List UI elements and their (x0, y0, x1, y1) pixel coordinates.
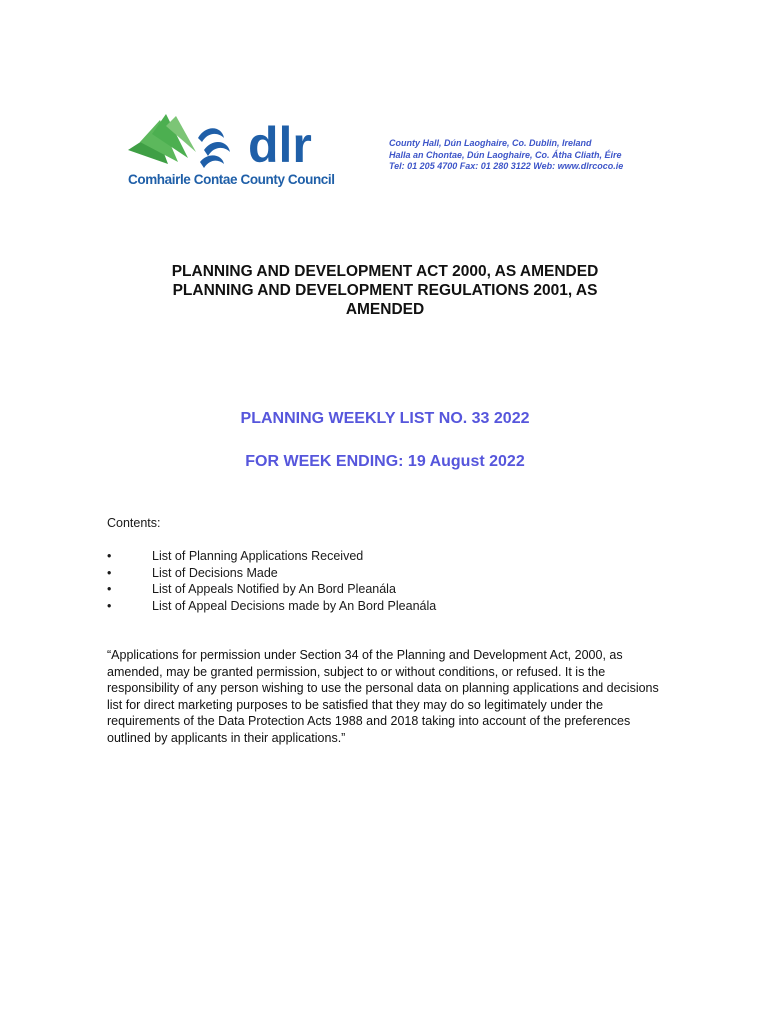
acts-line: PLANNING AND DEVELOPMENT REGULATIONS 2001, AS (172, 282, 598, 299)
list-item-label: List of Appeals Notified by An Bord Pleanála (152, 582, 396, 596)
week-ending-title: FOR WEEK ENDING: 19 August 2022 (245, 453, 525, 470)
list-item (107, 582, 436, 599)
contents-label: Contents: (107, 516, 161, 530)
list-item-label: List of Appeal Decisions made by An Bord Pleanála (152, 598, 437, 613)
list-item-label: List of Decisions Made (152, 565, 278, 580)
acts-heading (120, 262, 650, 319)
bullet: • (107, 549, 112, 563)
weekly-list-title: PLANNING WEEKLY LIST NO. 33 2022 (240, 410, 530, 427)
address-line: Tel: 01 205 4700 Fax: 01 280 3122 Web: www.dlrcoco.ie (389, 161, 624, 171)
bullet: • (107, 565, 112, 580)
bullet: • (107, 598, 112, 613)
bullet: • (107, 582, 112, 596)
contents-list (107, 549, 436, 615)
acts-line: AMENDED (345, 301, 425, 318)
list-item (107, 599, 436, 616)
logo-text: dlr (248, 117, 312, 172)
logo-tagline: Comhairle Contae County Council (128, 172, 335, 187)
data-protection-disclaimer: “Applications for permission under Section 34 of the Planning and Development Act, 2000, as amended, may be granted permission, subject to or without conditions, or refused. It is the responsibility of any person wishing to use the personal data on planning applications and decisions list for direct marketing purposes to be satisfied that they may do so legitimately under the requirements of the Data Protection Acts 1988 and 2018 taking into account of the preferences outlined by applicants in their applications.” (107, 648, 659, 745)
dlr-wave-logo-icon (126, 112, 326, 172)
council-address (389, 138, 623, 173)
list-item (107, 549, 436, 566)
list-item-label: List of Planning Applications Received (152, 549, 364, 563)
list-item (107, 566, 436, 583)
address-line: County Hall, Dún Laoghaire, Co. Dublin, Ireland (389, 138, 592, 148)
acts-line: PLANNING AND DEVELOPMENT ACT 2000, AS AMENDED (171, 263, 599, 280)
address-line: Halla an Chontae, Dún Laoghaire, Co. Átha Cliath, Éire (389, 149, 622, 160)
